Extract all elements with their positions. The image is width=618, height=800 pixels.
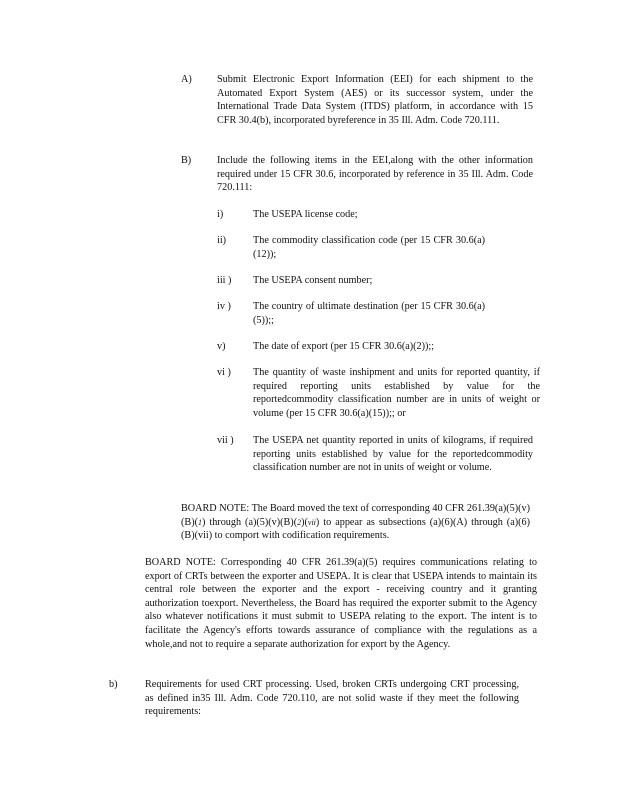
subitem-iv-label: iv ): [217, 301, 231, 312]
subitem-v-text: The date of export (per 15 CFR 30.6(a)(2));;: [253, 341, 435, 352]
board-note-1-part3: )(: [301, 516, 308, 528]
subitem-vi-label: vi ): [217, 367, 231, 378]
subitem-i-text: The USEPA license code;: [253, 209, 358, 220]
board-note-1: [181, 502, 530, 543]
subitem-iii-text: The USEPA consent number;: [253, 275, 373, 286]
subitem-i-label: i): [217, 209, 224, 220]
subitem-v-label: v): [217, 341, 226, 352]
board-note-1-part2: ) through (a)(5)(v)(B)(: [201, 516, 298, 528]
subitem-iii-label: iii ): [217, 275, 232, 286]
section-b-text: Requirements for used CRT processing. Used, broken CRTs undergoing CRT processing, as defined in35 Ill. Adm. Code 720.110, are not solid waste if they meet the following requirements:: [145, 679, 519, 718]
item-b-text: Include the following items in the EEI,along with the other information required under 15 CFR 30.6, incorporated by reference in 35 Ill. Adm. Code 720.111:: [217, 155, 533, 194]
item-a-label: A): [181, 74, 192, 85]
item-b-label: B): [181, 155, 192, 166]
subitem-vi-text: The quantity of waste inshipment and units for reported quantity, if required reporting units established by value for the reportedcommodity classification number are in units of weight or volume (per 15 CFR 30.6(a)(15));; or: [253, 367, 540, 419]
board-note-2: BOARD NOTE: Corresponding 40 CFR 261.39(a)(5) requires communications relating to export of CRTs between the exporter and USEPA. It is clear that USEPA intends to maintain its central role between the exporter and the export - receiving country and it granting authorization toexport. Nevertheless, the Board has required the exporter submit to the Agency also whatever notifications it must submit to USEPA relating to the export. The intent is to facilitate the Agency's efforts towards assurance of compliance with the regulations as a whole,and not to require a separate authorization for export by the Agency.: [145, 557, 537, 650]
subitem-iv-text: The country of ultimate destination (per 15 CFR 30.6(a)(5));;: [253, 301, 485, 326]
item-a-text: Submit Electronic Export Information (EEI) for each shipment to the Automated Export System (AES) or its successor system, under the International Trade Data System (ITDS) platform, in accordance with 15 CFR 30.4(b), incorporated byreference in 35 Ill. Adm. Code 720.111.: [217, 74, 533, 126]
board-note-1-sub1: 1: [197, 517, 202, 527]
section-b-label: b): [109, 679, 118, 690]
subitem-ii-text: The commodity classification code (per 15 CFR 30.6(a)(12));: [253, 235, 485, 260]
subitem-vii-text: The USEPA net quantity reported in units of kilograms, if required reporting units established by value for the reportedcommodity classification number are not in units of weight or volume.: [253, 435, 533, 474]
board-note-1-part1: BOARD NOTE: The Board moved the text of corresponding 40 CFR 261.39(a)(5)(v)(B)(: [181, 503, 530, 528]
board-note-1-sub2: 2: [297, 517, 302, 527]
board-note-1-sub3: vii: [307, 517, 316, 527]
subitem-ii-label: ii): [217, 235, 227, 246]
subitem-vii-label: vii ): [217, 435, 234, 446]
board-note-1-part4: ) to appear as subsections (a)(6)(A) through (a)(6)(B)(vii) to comport with codification requirements.: [181, 516, 530, 542]
